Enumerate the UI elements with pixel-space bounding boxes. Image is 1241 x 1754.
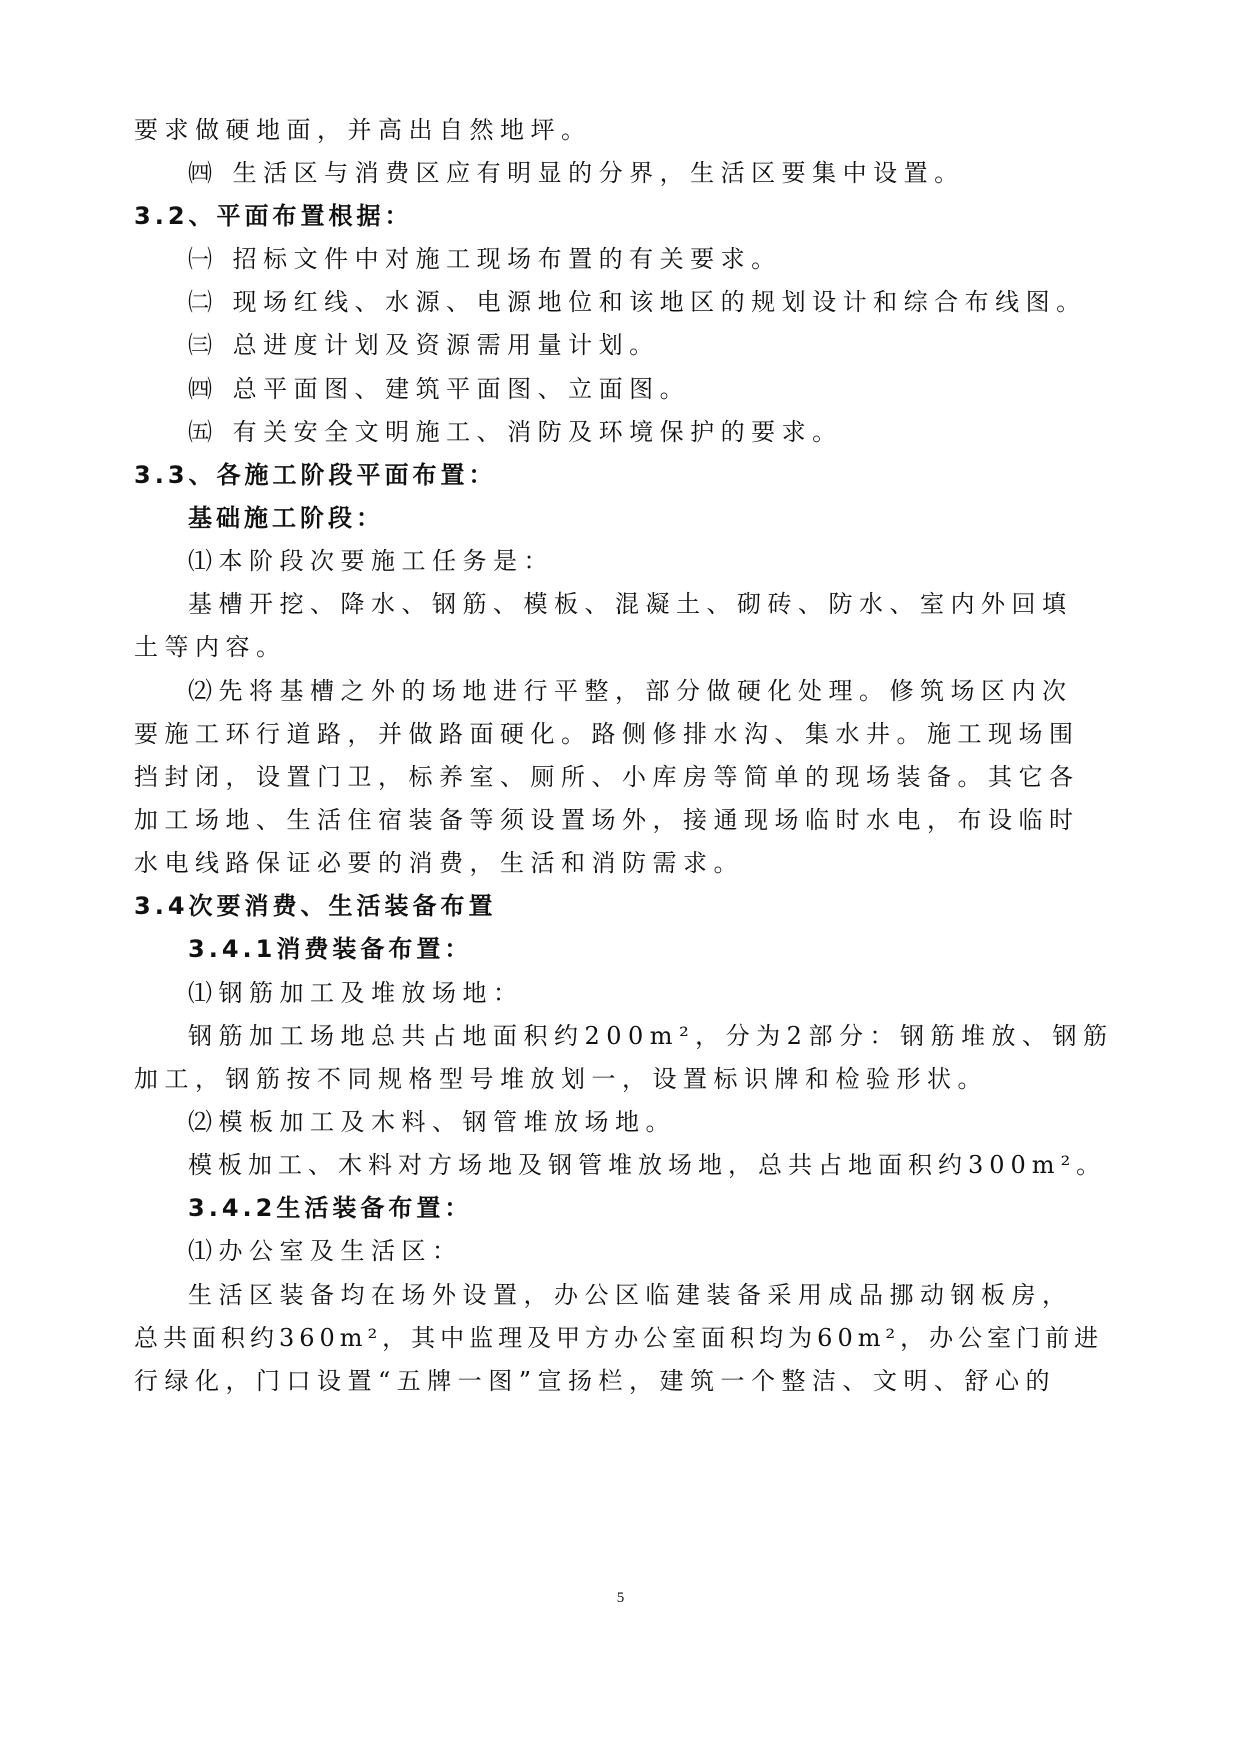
text-line: 钢筋加工场地总共占地面积约200m²，分为2部分：钢筋堆放、钢筋: [188, 1022, 1114, 1050]
list-item: ㈣ 总平面图、建筑平面图、立面图。: [188, 375, 691, 403]
section-heading: 3.2、平面布置根据：: [134, 202, 413, 230]
subsection-heading: 3.4.1消费装备布置：: [188, 935, 473, 963]
section-heading: 3.4次要消费、生活装备布置: [134, 892, 497, 920]
text-line: 加工场地、生活住宿装备等须设置场外，接通现场临时水电，布设临时: [134, 806, 1080, 834]
text-line: ⑵先将基槽之外的场地进行平整，部分做硬化处理。修筑场区内次: [188, 677, 1073, 705]
text-line: 行绿化，门口设置“五牌一图”宣扬栏，建筑一个整洁、文明、舒心的: [134, 1367, 1057, 1395]
list-item: ㈢ 总进度计划及资源需用量计划。: [188, 331, 660, 359]
text-line: 土等内容。: [134, 633, 287, 661]
subsection-heading: 基础施工阶段：: [188, 504, 384, 532]
text-line: 挡封闭，设置门卫，标养室、厕所、小库房等简单的现场装备。其它各: [134, 763, 1080, 791]
list-item: ㈤ 有关安全文明施工、消防及环境保护的要求。: [188, 418, 843, 446]
text-line: 要施工环行道路，并做路面硬化。路侧修排水沟、集水井。施工现场围: [134, 720, 1080, 748]
text-line: ㈣ 生活区与消费区应有明显的分界，生活区要集中设置。: [188, 159, 965, 187]
text-line: ⑴办公室及生活区：: [188, 1237, 463, 1265]
text-line: ⑴钢筋加工及堆放场地：: [188, 979, 524, 1007]
section-heading: 3.3、各施工阶段平面布置：: [134, 461, 497, 489]
text-line: 总共面积约360m²，其中监理及甲方办公室面积均为60m²，办公室门前进: [134, 1324, 1104, 1352]
subsection-heading: 3.4.2生活装备布置：: [188, 1194, 473, 1222]
text-line: 加工，钢筋按不同规格型号堆放划一，设置标识牌和检验形状。: [134, 1065, 988, 1093]
text-line: ⑵模板加工及木料、钢管堆放场地。: [188, 1108, 676, 1136]
list-item: ㈠ 招标文件中对施工现场布置的有关要求。: [188, 245, 782, 273]
list-item: ㈡ 现场红线、水源、电源地位和该地区的规划设计和综合布线图。: [188, 288, 1087, 316]
text-line: 水电线路保证必要的消费，生活和消防需求。: [134, 849, 744, 877]
text-line: ⑴本阶段次要施工任务是：: [188, 547, 554, 575]
text-line: 模板加工、木料对方场地及钢管堆放场地，总共占地面积约300m²。: [188, 1151, 1107, 1179]
text-line: 要求做硬地面，并高出自然地坪。: [134, 116, 592, 144]
text-line: 基槽开挖、降水、钢筋、模板、混凝土、砌砖、防水、室内外回填: [188, 590, 1073, 618]
page-number: 5: [616, 1590, 625, 1606]
text-line: 生活区装备均在场外设置，办公区临建装备采用成品挪动钢板房，: [188, 1281, 1073, 1309]
